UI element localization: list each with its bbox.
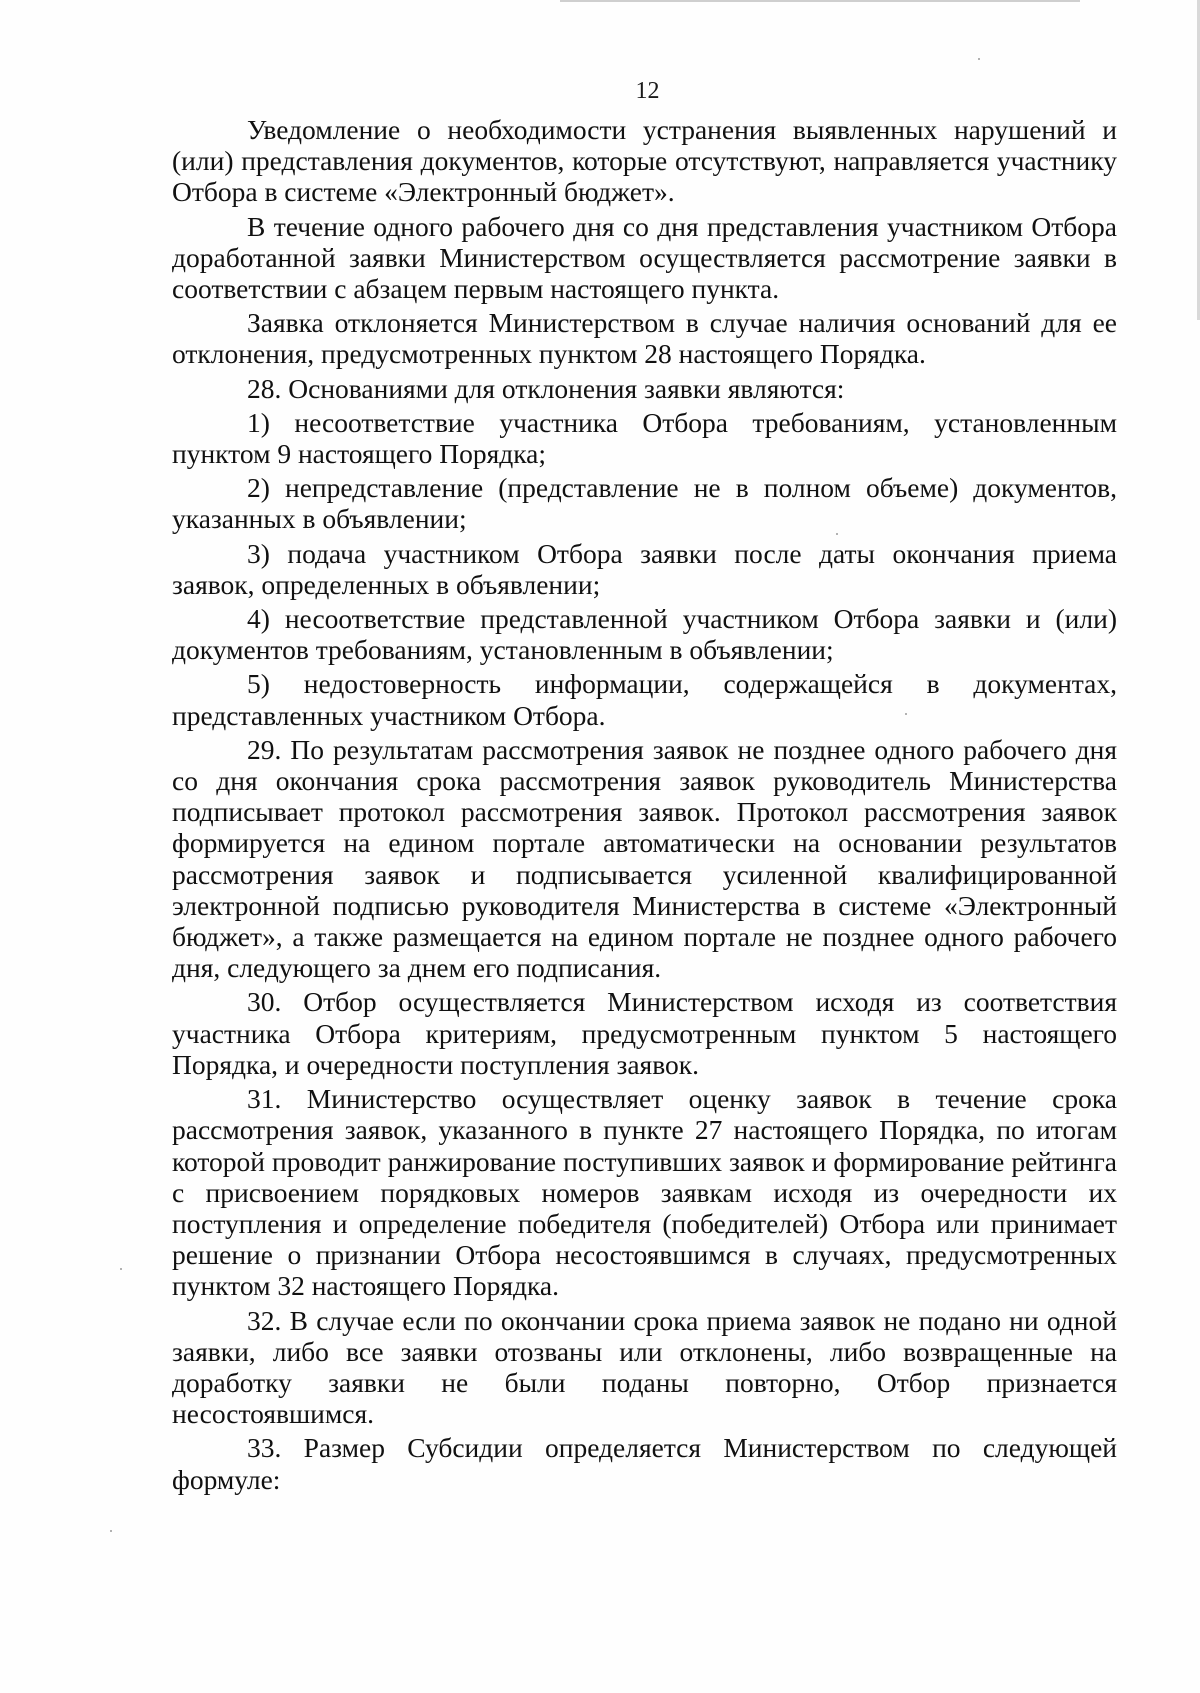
paragraph-item-29: 29. По результатам рассмотрения заявок не позднее одного рабочего дня со дня окончания срока рассмотрения заявок руководитель Министерства подписывает протокол рассмотрения заявок. Протокол рассмотрения заявок формируется на едином портале автоматически на основании результатов рассмотрения заявок и подписывается усиленной квалифицированной электронной подписью руководителя Министерства в системе «Электронный бюджет», а также размещается на едином портале не позднее одного рабочего дня, следующего за днем его подписания. (172, 733, 1117, 984)
paragraph-review-term: В течение одного рабочего дня со дня представления участником Отбора доработанной заявки Министерством осуществляется рассмотрение заявки в соответствии с абзацем первым настоящего пункта. (172, 210, 1117, 305)
document-body (172, 114, 1117, 1498)
paragraph-notification: Уведомление о необходимости устранения выявленных нарушений и (или) представления документов, которые отсутствуют, направляется участнику Отбора в системе «Электронный бюджет». (172, 114, 1117, 208)
paragraph-item-28-3: 3) подача участником Отбора заявки после даты окончания приема заявок, определенных в объявлении; (172, 537, 1117, 600)
paragraph-item-32: 32. В случае если по окончании срока приема заявок не подано ни одной заявки, либо все заявки отозваны или отклонены, либо возвращенные на доработку заявки не были поданы повторно, Отбор признается несостоявшимся. (172, 1304, 1117, 1430)
paragraph-item-30: 30. Отбор осуществляется Министерством исходя из соответствия участника Отбора критериям, предусмотренным пунктом 5 настоящего Порядка, и очередности поступления заявок. (172, 986, 1117, 1080)
scan-speck (978, 58, 980, 60)
scan-artifact-top (560, 0, 1080, 2)
paragraph-item-28-4: 4) несоответствие представленной участником Отбора заявки и (или) документов требованиям, установленным в объявлении; (172, 603, 1117, 666)
paragraph-item-33: 33. Размер Субсидии определяется Министерством по следующей формуле: (172, 1432, 1117, 1495)
paragraph-item-28-1: 1) несоответствие участника Отбора требованиям, установленным пунктом 9 настоящего Порядка; (172, 406, 1117, 470)
scan-speck (120, 1268, 122, 1270)
paragraph-item-31: 31. Министерство осуществляет оценку заявок в течение срока рассмотрения заявок, указанного в пункте 27 настоящего Порядка, по итогам которой проводит ранжирование поступивших заявок и формирование рейтинга с присвоением порядковых номеров заявкам исходя из очередности их поступления и определение победителя (победителей) Отбора или принимает решение о признании Отбора несостоявшимся в случаях, предусмотренных пунктом 32 настоящего Порядка. (172, 1083, 1117, 1302)
page-number: 12 (635, 78, 660, 104)
paragraph-item-28: 28. Основаниями для отклонения заявки являются: (247, 372, 845, 404)
paragraph-item-28-2: 2) непредставление (представление не в полном объеме) документов, указанных в объявлении; (172, 472, 1117, 535)
scan-speck (110, 1530, 112, 1532)
paragraph-rejection: Заявка отклоняется Министерством в случае наличия оснований для ее отклонения, предусмотренных пунктом 28 настоящего Порядка. (172, 307, 1117, 370)
paragraph-item-28-5: 5) недостоверность информации, содержащейся в документах, представленных участником Отбора. (172, 668, 1117, 731)
